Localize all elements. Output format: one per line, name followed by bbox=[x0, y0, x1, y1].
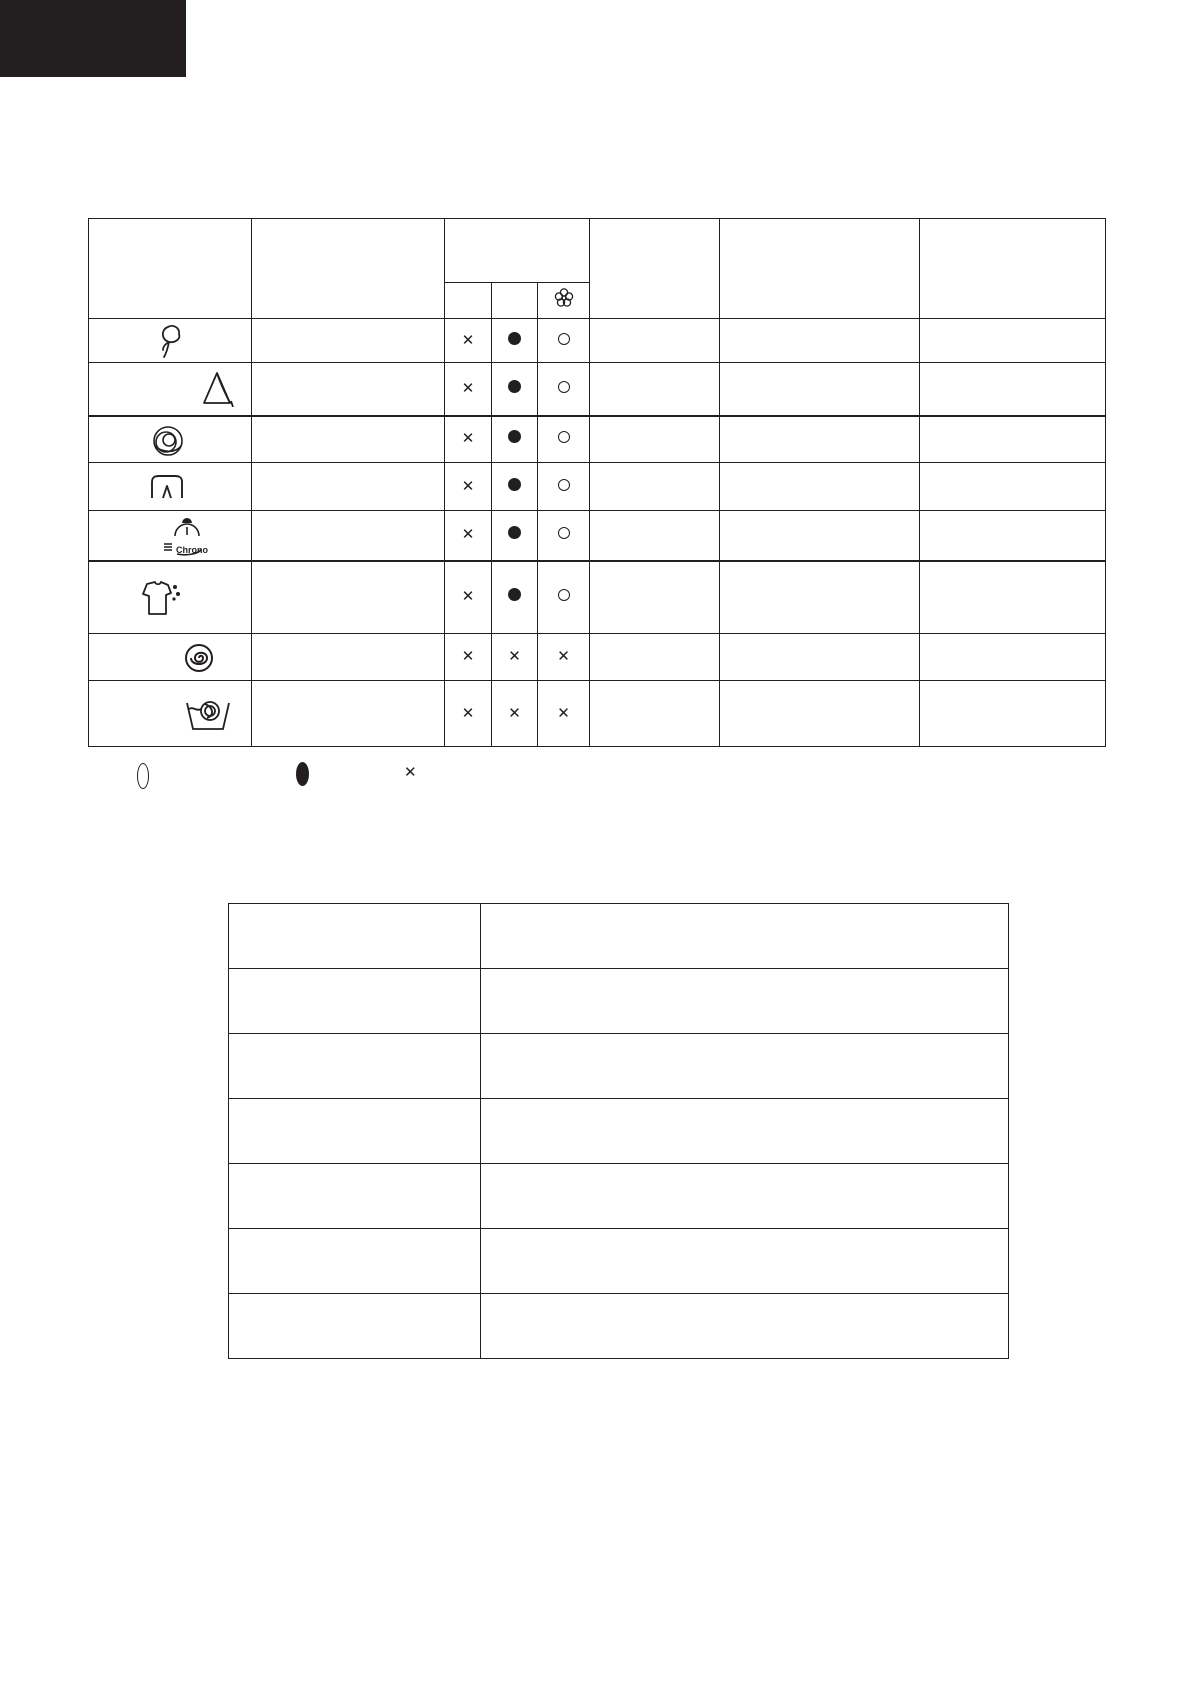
speed-cell bbox=[920, 681, 1106, 747]
programme-cell bbox=[89, 681, 252, 747]
description-cell bbox=[252, 511, 445, 561]
speed-cell bbox=[920, 511, 1106, 561]
mark-cell bbox=[445, 681, 492, 747]
header-cell-detergent bbox=[445, 219, 590, 283]
mark-cell bbox=[492, 463, 538, 511]
mark-cell bbox=[538, 511, 590, 561]
cotton-boll-icon bbox=[155, 321, 185, 361]
filled-dot-mark bbox=[508, 526, 521, 539]
mark-cell bbox=[445, 463, 492, 511]
programme-cell bbox=[89, 634, 252, 681]
temperature-cell bbox=[720, 319, 920, 363]
description-cell bbox=[252, 463, 445, 511]
legend-filled-circle-icon bbox=[296, 762, 309, 786]
info-row bbox=[229, 1229, 1009, 1294]
mark-cell bbox=[445, 561, 492, 634]
load-cell bbox=[590, 416, 720, 463]
mark-cell bbox=[538, 634, 590, 681]
temperature-cell bbox=[720, 511, 920, 561]
cross-mark bbox=[462, 430, 475, 448]
open-ring-mark bbox=[558, 431, 570, 443]
description-cell bbox=[252, 416, 445, 463]
temperature-cell bbox=[720, 681, 920, 747]
header-cell-temperature bbox=[720, 219, 920, 319]
table-row bbox=[89, 319, 1106, 363]
info-value-cell bbox=[481, 969, 1009, 1034]
load-cell bbox=[590, 463, 720, 511]
mark-cell bbox=[445, 634, 492, 681]
description-cell bbox=[252, 319, 445, 363]
open-ring-mark bbox=[558, 527, 570, 539]
info-label-cell bbox=[229, 1294, 481, 1359]
info-value-cell bbox=[481, 1294, 1009, 1359]
info-row bbox=[229, 1034, 1009, 1099]
programme-cell bbox=[89, 511, 252, 561]
info-label-cell bbox=[229, 1034, 481, 1099]
mark-cell bbox=[538, 561, 590, 634]
header-cell-speed bbox=[920, 219, 1106, 319]
table-row bbox=[89, 681, 1106, 747]
speed-cell bbox=[920, 416, 1106, 463]
flower-icon bbox=[553, 287, 575, 309]
table-row bbox=[89, 634, 1106, 681]
table-header-row bbox=[89, 219, 1106, 283]
wool-ball-icon bbox=[151, 424, 185, 458]
mark-cell bbox=[538, 681, 590, 747]
info-label-cell bbox=[229, 1164, 481, 1229]
info-value-cell bbox=[481, 1229, 1009, 1294]
header-cell-description bbox=[252, 219, 445, 319]
cross-mark bbox=[462, 705, 475, 723]
mark-cell bbox=[445, 511, 492, 561]
cross-mark bbox=[508, 648, 521, 666]
mark-cell bbox=[538, 319, 590, 363]
cross-mark bbox=[462, 526, 475, 544]
table-row bbox=[89, 561, 1106, 634]
mark-cell bbox=[538, 463, 590, 511]
programme-cell bbox=[89, 561, 252, 634]
speed-cell bbox=[920, 634, 1106, 681]
cross-mark bbox=[508, 705, 521, 723]
header-cell-programme bbox=[89, 219, 252, 319]
table-row bbox=[89, 463, 1106, 511]
info-row bbox=[229, 969, 1009, 1034]
programme-cell bbox=[89, 416, 252, 463]
stained-shirt-icon bbox=[137, 578, 183, 620]
subheader-prewash bbox=[445, 283, 492, 319]
info-value-cell bbox=[481, 1034, 1009, 1099]
temperature-cell bbox=[720, 363, 920, 416]
info-row bbox=[229, 904, 1009, 969]
open-ring-mark bbox=[558, 589, 570, 601]
legend-open-circle-icon bbox=[137, 763, 149, 789]
speed-cell bbox=[920, 363, 1106, 416]
cross-mark bbox=[462, 478, 475, 496]
load-cell bbox=[590, 561, 720, 634]
speed-cell bbox=[920, 463, 1106, 511]
load-cell bbox=[590, 319, 720, 363]
info-table bbox=[228, 903, 1009, 1359]
info-row bbox=[229, 1164, 1009, 1229]
mark-cell bbox=[492, 634, 538, 681]
load-cell bbox=[590, 634, 720, 681]
legend-cross-icon bbox=[404, 764, 417, 788]
info-label-cell bbox=[229, 1099, 481, 1164]
info-row bbox=[229, 1099, 1009, 1164]
mark-cell bbox=[538, 416, 590, 463]
cross-mark bbox=[462, 332, 475, 350]
open-ring-mark bbox=[558, 381, 570, 393]
temperature-cell bbox=[720, 634, 920, 681]
mark-cell bbox=[492, 416, 538, 463]
mark-cell bbox=[492, 511, 538, 561]
mark-cell bbox=[445, 416, 492, 463]
table-row bbox=[89, 363, 1106, 416]
jeans-icon bbox=[149, 474, 185, 500]
info-label-cell bbox=[229, 904, 481, 969]
info-value-cell bbox=[481, 1164, 1009, 1229]
filled-dot-mark bbox=[508, 478, 521, 491]
mark-cell bbox=[445, 319, 492, 363]
cross-mark bbox=[557, 648, 570, 666]
open-ring-mark bbox=[558, 333, 570, 345]
filled-dot-mark bbox=[508, 588, 521, 601]
programme-cell bbox=[89, 463, 252, 511]
filled-dot-mark bbox=[508, 332, 521, 345]
mark-cell bbox=[492, 319, 538, 363]
corner-tab bbox=[0, 0, 186, 77]
open-ring-mark bbox=[558, 479, 570, 491]
description-cell bbox=[252, 561, 445, 634]
description-cell bbox=[252, 634, 445, 681]
temperature-cell bbox=[720, 463, 920, 511]
programme-cell bbox=[89, 319, 252, 363]
mark-cell bbox=[445, 363, 492, 416]
cross-mark bbox=[557, 705, 570, 723]
subheader-main-wash bbox=[492, 283, 538, 319]
cross-mark bbox=[462, 588, 475, 606]
temperature-cell bbox=[720, 416, 920, 463]
spin-spiral-icon bbox=[184, 643, 214, 673]
filled-dot-mark bbox=[508, 430, 521, 443]
load-cell bbox=[590, 363, 720, 416]
rinse-tub-icon bbox=[185, 697, 231, 735]
mark-cell bbox=[538, 363, 590, 416]
header-cell-max-load bbox=[590, 219, 720, 319]
filled-dot-mark bbox=[508, 380, 521, 393]
speed-cell bbox=[920, 319, 1106, 363]
cross-mark bbox=[462, 380, 475, 398]
mark-cell bbox=[492, 363, 538, 416]
table-row bbox=[89, 416, 1106, 463]
programme-cell bbox=[89, 363, 252, 416]
chrono-label: Chrono bbox=[176, 545, 208, 555]
description-cell bbox=[252, 363, 445, 416]
load-cell bbox=[590, 511, 720, 561]
subheader-softener bbox=[538, 283, 590, 319]
mark-cell bbox=[492, 681, 538, 747]
info-row bbox=[229, 1294, 1009, 1359]
chrono-timer-icon bbox=[161, 514, 209, 558]
speed-cell bbox=[920, 561, 1106, 634]
temperature-cell bbox=[720, 561, 920, 634]
info-label-cell bbox=[229, 969, 481, 1034]
mark-cell bbox=[492, 561, 538, 634]
info-value-cell bbox=[481, 904, 1009, 969]
cross-mark bbox=[462, 648, 475, 666]
table-row bbox=[89, 511, 1106, 561]
description-cell bbox=[252, 681, 445, 747]
info-value-cell bbox=[481, 1099, 1009, 1164]
synthetic-triangle-icon bbox=[201, 369, 235, 407]
programme-table bbox=[88, 218, 1106, 747]
load-cell bbox=[590, 681, 720, 747]
info-label-cell bbox=[229, 1229, 481, 1294]
